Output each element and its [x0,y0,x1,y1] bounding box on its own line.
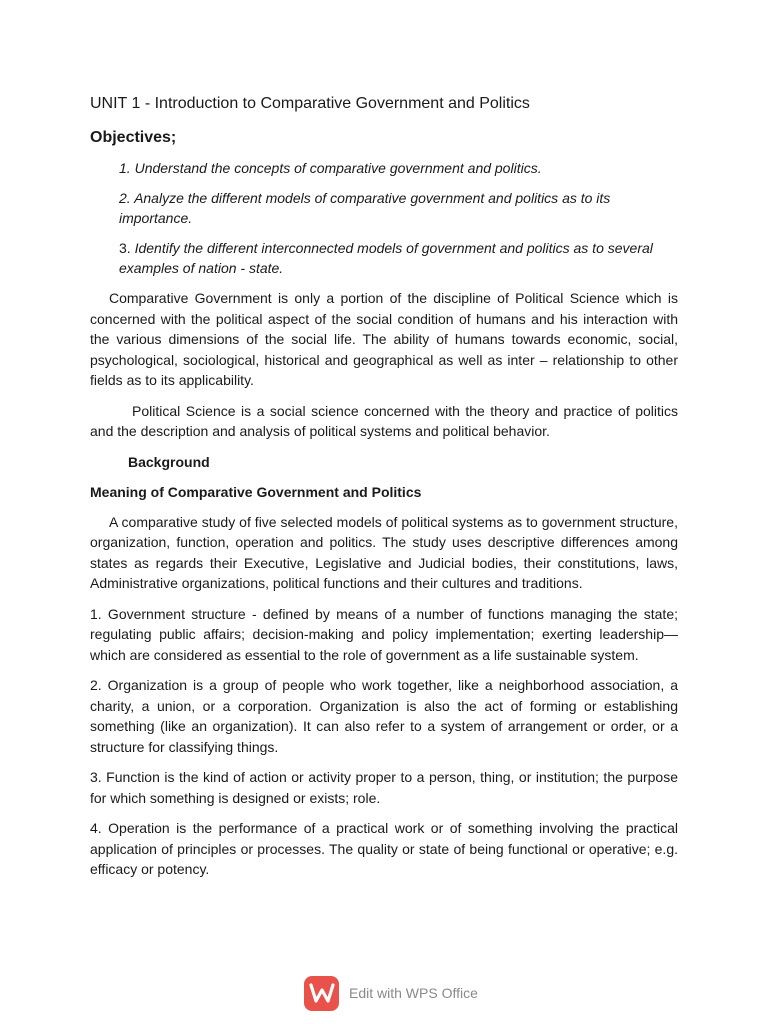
definition-paragraph: 2. Organization is a group of people who work together, like a neighborhood association, a charity, a union, or a corporation. Organization is also the act of forming or establishing something (like an organization). It can also refer to a system of arrangement or order, or a structure for classifying things. [90,677,678,755]
definition-paragraph: 3. Function is the kind of action or activity proper to a person, thing, or institution; the purpose for which something is designed or exists; role. [90,769,678,806]
definition-paragraph: 1. Government structure - defined by means of a number of functions managing the state; regulating public affairs; decision-making and policy implementation; exerting leadership—which are considered as essential to the role of government as a life sustainable system. [90,605,678,663]
background-heading: Background [128,453,210,470]
wps-edit-link[interactable] [304,975,478,1011]
unit-title: UNIT 1 - Introduction to Comparative Government and Politics [90,95,530,112]
objective-text: Understand the concepts of comparative government and politics. [134,160,542,176]
objectives-list [90,158,678,278]
meaning-paragraph: A comparative study of five selected models of political systems as to government structure, organization, function, operation and politics. The study uses descriptive differences among states as regards their Executive, Legislative and Judicial bodies, their constitutions, laws, Administrative organizations, political functions and their cultures and traditions. [90,513,678,591]
objective-number: 1. [119,160,131,176]
objective-number: 3. [119,240,131,256]
objective-item [119,188,678,228]
wps-office-logo-icon [304,976,339,1011]
intro-paragraph: Comparative Government is only a portion of the discipline of Political Science which is concerned with the political aspect of the social condition of humans and his interaction with the various dimensions of the social life. The ability of humans towards economic, social, psychological, sociological, historical and geographical as well as inter – relationship to other fields as to its applicability. [90,290,678,388]
objective-item [119,158,678,178]
objectives-heading: Objectives; [90,129,177,146]
objective-text: Identify the different interconnected models of government and politics as to several examples of nation - state. [119,240,653,276]
political-science-paragraph: Political Science is a social science concerned with the theory and practice of politics and the description and analysis of political systems and political behavior. [90,402,678,439]
objective-text: Analyze the different models of comparative government and politics as to its importance. [119,190,611,226]
meaning-heading: Meaning of Comparative Government and Politics [90,483,422,500]
document-page [90,92,678,890]
objective-number: 2. [119,190,131,206]
wps-edit-label[interactable]: Edit with WPS Office [349,985,478,1001]
objective-item [119,238,678,278]
definition-paragraph: 4. Operation is the performance of a practical work or of something involving the practical application of principles or processes. The quality or state of being functional or operative; e.g. efficacy or potency. [90,820,678,877]
